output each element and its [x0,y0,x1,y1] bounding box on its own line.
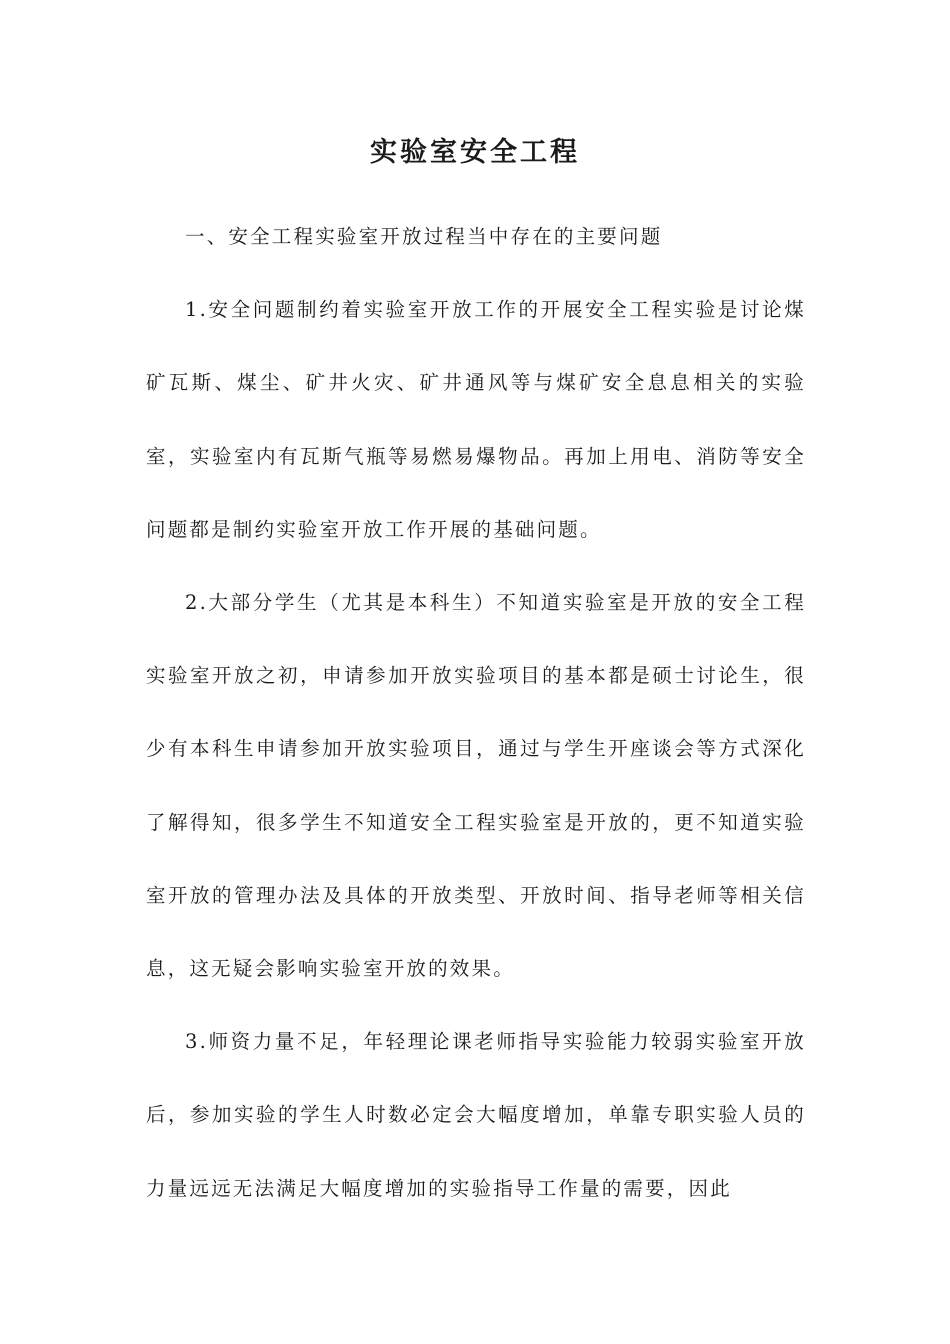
document-title: 实验室安全工程 [370,137,580,168]
paragraph-2: 2.大部分学生（尤其是本科生）不知道实验室是开放的安全工程实验室开放之初，申请参加开放实验项目的基本都是硕士讨论生，很少有本科生申请参加开放实验项目，通过与学生开座谈会等方式深化了解得知，很多学生不知道安全工程实验室是开放的，更不知道实验室开放的管理办法及具体的开放类型、开放时间、指导老师等相关信息，这无疑会影响实验室开放的效果。 [146,591,806,981]
paragraph-3: 3.师资力量不足，年轻理论课老师指导实验能力较弱实验室开放后，参加实验的学生人时数必定会大幅度增加，单靠专职实验人员的力量远远无法满足大幅度增加的实验指导工作量的需要，因此 [146,1030,806,1200]
section-heading: 一、安全工程实验室开放过程当中存在的主要问题 [185,225,663,248]
paragraph-1: 1.安全问题制约着实验室开放工作的开展安全工程实验是讨论煤矿瓦斯、煤尘、矿井火灾、矿井通风等与煤矿安全息息相关的实验室，实验室内有瓦斯气瓶等易燃易爆物品。再加上用电、消防等安全问题都是制约实验室开放工作开展的基础问题。 [146,298,806,541]
document-body [146,200,806,1225]
